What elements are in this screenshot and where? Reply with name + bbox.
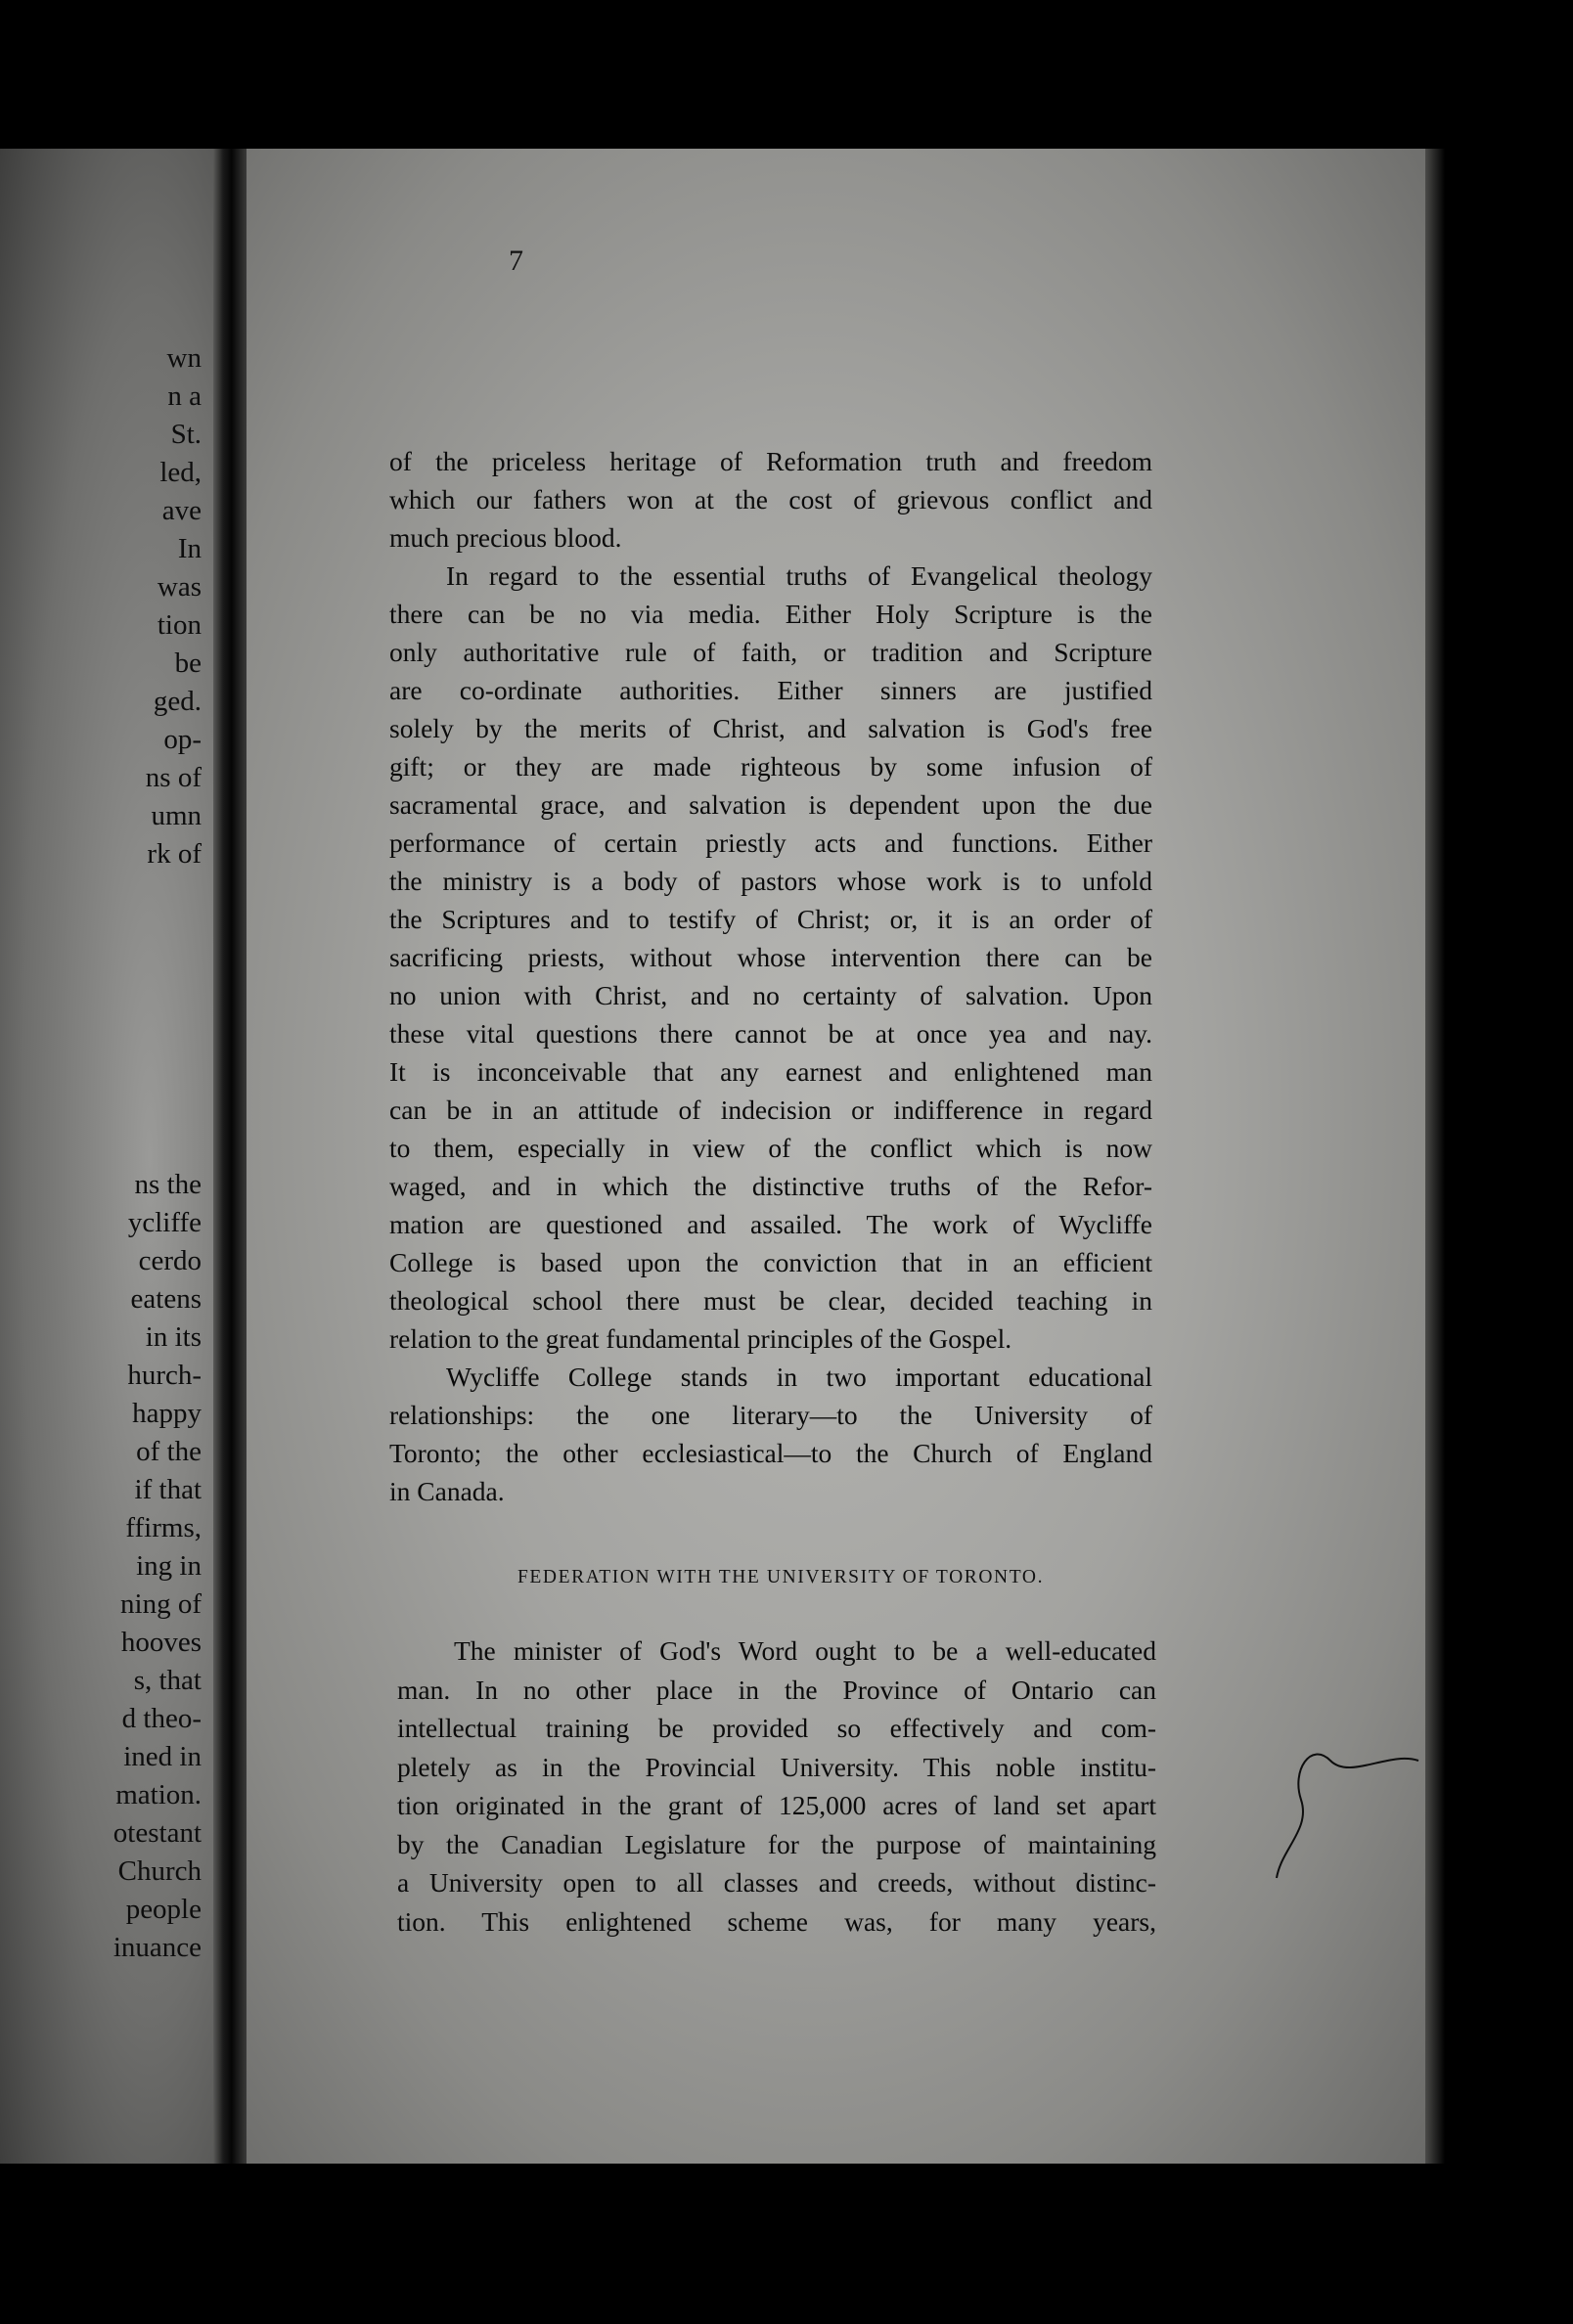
text-line: tion originated in the grant of 125,000 acres of land set apart bbox=[397, 1790, 1156, 1820]
text-line: pletely as in the Provincial University. This noble institu- bbox=[397, 1751, 1156, 1782]
previous-page-text-fragment: mation. bbox=[115, 1779, 202, 1810]
previous-page-text-fragment: n a bbox=[167, 380, 202, 412]
text-line: the Scriptures and to testify of Christ; or, it is an order of bbox=[389, 904, 1152, 934]
text-line: It is inconceivable that any earnest and enlightened man bbox=[389, 1056, 1152, 1087]
previous-page-text-fragment: ave bbox=[161, 495, 202, 526]
previous-page-text-fragment: rk of bbox=[147, 838, 202, 870]
text-line: The minister of God's Word ought to be a well-educated bbox=[454, 1635, 1156, 1666]
text-line: intellectual training be provided so effectively and com- bbox=[397, 1713, 1156, 1743]
previous-page-text-fragment: ing in bbox=[136, 1550, 202, 1582]
bottom-shadow bbox=[0, 2164, 1573, 2324]
text-line: much precious blood. bbox=[389, 522, 622, 553]
body-text-top bbox=[389, 442, 1152, 1510]
previous-page-text-fragment: be bbox=[174, 648, 202, 679]
text-line: relationships: the one literary—to the University of bbox=[389, 1400, 1152, 1430]
text-line: tion. This enlightened scheme was, for many years, bbox=[397, 1905, 1156, 1937]
previous-page-text-fragment: happy bbox=[132, 1398, 202, 1429]
text-line: only authoritative rule of faith, or tradition and Scripture bbox=[389, 637, 1152, 667]
text-line: sacrificing priests, without whose intervention there can be bbox=[389, 942, 1152, 972]
text-line: In regard to the essential truths of Evangelical theology bbox=[446, 560, 1152, 591]
text-line: by the Canadian Legislature for the purpose of maintaining bbox=[397, 1828, 1156, 1859]
previous-page-text-fragment: was bbox=[157, 571, 202, 603]
previous-page-text-fragment: if that bbox=[134, 1474, 202, 1505]
previous-page-text-fragment: hooves bbox=[120, 1627, 202, 1658]
previous-page-text-fragment: in its bbox=[145, 1321, 202, 1353]
text-line: which our fathers won at the cost of grievous conflict and bbox=[389, 484, 1152, 514]
text-line: these vital questions there cannot be at once yea and nay. bbox=[389, 1018, 1152, 1049]
previous-page-text-fragment: ycliffe bbox=[127, 1207, 202, 1238]
previous-page-text-fragment: hurch- bbox=[127, 1360, 202, 1391]
previous-page-text-fragment: inuance bbox=[112, 1932, 202, 1963]
previous-page-text-fragment: ns the bbox=[134, 1169, 202, 1200]
text-line: there can be no via media. Either Holy Scripture is the bbox=[389, 599, 1152, 629]
previous-page-text-fragment: umn bbox=[151, 800, 202, 831]
book-gutter bbox=[213, 149, 247, 2183]
previous-page-text-fragment: eatens bbox=[130, 1283, 202, 1315]
text-line: Toronto; the other ecclesiastical—to the Church of England bbox=[389, 1438, 1152, 1468]
page-number: 7 bbox=[509, 245, 523, 277]
text-line: to them, especially in view of the conflict which is now bbox=[389, 1133, 1152, 1163]
text-line: the ministry is a body of pastors whose work is to unfold bbox=[389, 866, 1152, 896]
body-text-bottom bbox=[397, 1631, 1156, 1941]
text-line: no union with Christ, and no certainty of salvation. Upon bbox=[389, 980, 1152, 1010]
page-edge-shadow bbox=[1425, 149, 1445, 2164]
previous-page-edge bbox=[0, 149, 213, 2164]
text-line: waged, and in which the distinctive truths of the Refor- bbox=[389, 1171, 1152, 1201]
text-line: performance of certain priestly acts and functions. Either bbox=[389, 827, 1152, 858]
previous-page-text-fragment: otestant bbox=[112, 1817, 202, 1849]
previous-page-text-fragment: led, bbox=[159, 457, 202, 488]
previous-page-text-fragment: Church bbox=[117, 1855, 202, 1887]
section-heading: FEDERATION WITH THE UNIVERSITY OF TORONTO. bbox=[517, 1567, 1045, 1587]
previous-page-text-fragment: ns of bbox=[145, 762, 202, 793]
text-line: in Canada. bbox=[389, 1476, 505, 1506]
text-line: sacramental grace, and salvation is dependent upon the due bbox=[389, 789, 1152, 820]
previous-page-text-fragment: of the bbox=[136, 1436, 202, 1467]
previous-page-text-fragment: s, that bbox=[133, 1665, 202, 1696]
hair-mark bbox=[1272, 1741, 1428, 1898]
previous-page-text-fragment: ning of bbox=[120, 1588, 202, 1620]
text-line: gift; or they are made righteous by some infusion of bbox=[389, 751, 1152, 782]
previous-page-text-fragment: In bbox=[177, 533, 202, 564]
text-line: a University open to all classes and creeds, without distinc- bbox=[397, 1867, 1156, 1898]
previous-page-text-fragment: tion bbox=[157, 609, 202, 641]
previous-page-text-fragment: ged. bbox=[153, 686, 202, 717]
previous-page-text-fragment: ffirms, bbox=[125, 1512, 202, 1543]
text-line: man. In no other place in the Province of Ontario can bbox=[397, 1674, 1156, 1705]
previous-page-text-fragment: people bbox=[125, 1894, 202, 1925]
text-line: relation to the great fundamental principles of the Gospel. bbox=[389, 1323, 1012, 1354]
previous-page-text-fragment: cerdo bbox=[138, 1245, 202, 1276]
text-line: Wycliffe College stands in two important educational bbox=[446, 1362, 1152, 1392]
text-line: can be in an attitude of indecision or indifference in regard bbox=[389, 1095, 1152, 1125]
previous-page-text-fragment: d theo- bbox=[121, 1703, 202, 1734]
text-line: solely by the merits of Christ, and salvation is God's free bbox=[389, 713, 1152, 743]
text-line: theological school there must be clear, decided teaching in bbox=[389, 1285, 1152, 1316]
previous-page-text-fragment: op- bbox=[163, 724, 202, 755]
previous-page-text-fragment: St. bbox=[170, 419, 202, 450]
text-line: College is based upon the conviction that in an efficient bbox=[389, 1247, 1152, 1277]
text-line: mation are questioned and assailed. The work of Wycliffe bbox=[389, 1209, 1152, 1239]
text-line: are co-ordinate authorities. Either sinners are justified bbox=[389, 675, 1152, 705]
text-line: of the priceless heritage of Reformation truth and freedom bbox=[389, 446, 1152, 476]
previous-page-text-fragment: wn bbox=[166, 342, 202, 374]
previous-page-text-fragment: ined in bbox=[123, 1741, 202, 1772]
